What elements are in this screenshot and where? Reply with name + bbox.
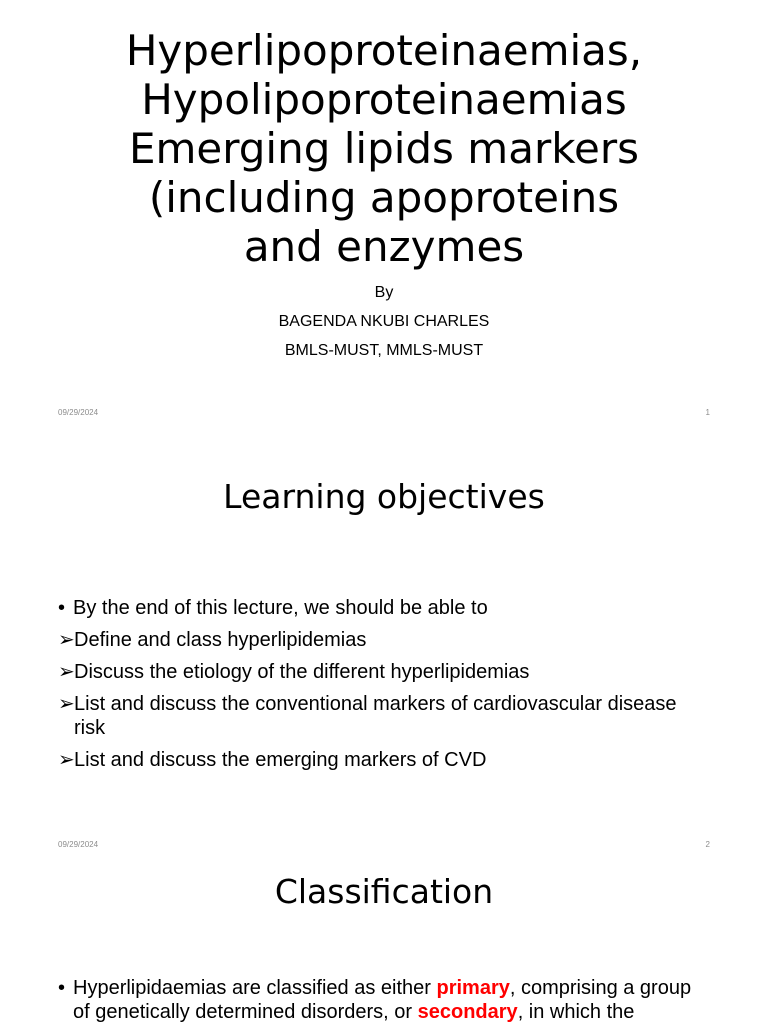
list-item-text: List and discuss the conventional markers of cardiovascular disease risk xyxy=(74,693,677,739)
author-name: BAGENDA NKUBI CHARLES xyxy=(278,313,490,330)
list-item xyxy=(58,628,710,652)
primary-highlight: primary xyxy=(436,977,510,999)
list-item-text xyxy=(73,977,691,1023)
title-line: Emerging lipids markers xyxy=(128,124,640,173)
secondary-highlight: secondary xyxy=(417,1001,518,1023)
list-item xyxy=(58,976,710,1024)
slide-1 xyxy=(0,0,768,432)
slide-number: 1 xyxy=(705,408,710,417)
title-line: Hyperlipoproteinaemias, xyxy=(125,26,643,75)
list-item xyxy=(58,596,710,620)
author-credentials: BMLS-MUST, MMLS-MUST xyxy=(284,342,484,359)
list-item xyxy=(58,660,710,684)
text-segment: Hyperlipidaemias are classified as either xyxy=(73,977,437,999)
list-item-text: List and discuss the emerging markers of CVD xyxy=(74,749,487,771)
list-item-text: By the end of this lecture, we should be able to xyxy=(73,597,488,619)
list-item-text: Define and class hyperlipidemias xyxy=(74,629,367,651)
title-line: Hypolipoproteinaemias xyxy=(141,75,627,124)
presentation-subtitle xyxy=(0,278,768,365)
slide-number: 2 xyxy=(705,840,710,849)
bullet-icon: • xyxy=(58,597,66,619)
list-item xyxy=(58,692,710,740)
objectives-list xyxy=(58,596,710,780)
by-label: By xyxy=(374,284,394,301)
arrow-bullet-icon: ➢ xyxy=(58,629,75,651)
arrow-bullet-icon: ➢ xyxy=(58,693,75,715)
presentation-title xyxy=(40,26,728,271)
slide-date: 09/29/2024 xyxy=(58,840,99,849)
list-item xyxy=(58,748,710,772)
classification-list xyxy=(58,976,710,1024)
text-segment: , comprising a group of genetically determined disorders, or xyxy=(73,977,692,1023)
title-line: (including apoproteins xyxy=(148,173,620,222)
list-item-text: Discuss the etiology of the different hyperlipidemias xyxy=(74,661,530,683)
bullet-icon: • xyxy=(58,977,66,999)
title-line: and enzymes xyxy=(243,222,525,271)
slide-title: Learning objectives xyxy=(223,477,545,516)
text-segment: , in which the xyxy=(517,1001,635,1023)
slide-2 xyxy=(0,432,768,864)
arrow-bullet-icon: ➢ xyxy=(58,661,75,683)
arrow-bullet-icon: ➢ xyxy=(58,749,75,771)
slide-title: Classification xyxy=(274,872,494,911)
slide-3 xyxy=(0,864,768,1024)
slide-date: 09/29/2024 xyxy=(58,408,99,417)
